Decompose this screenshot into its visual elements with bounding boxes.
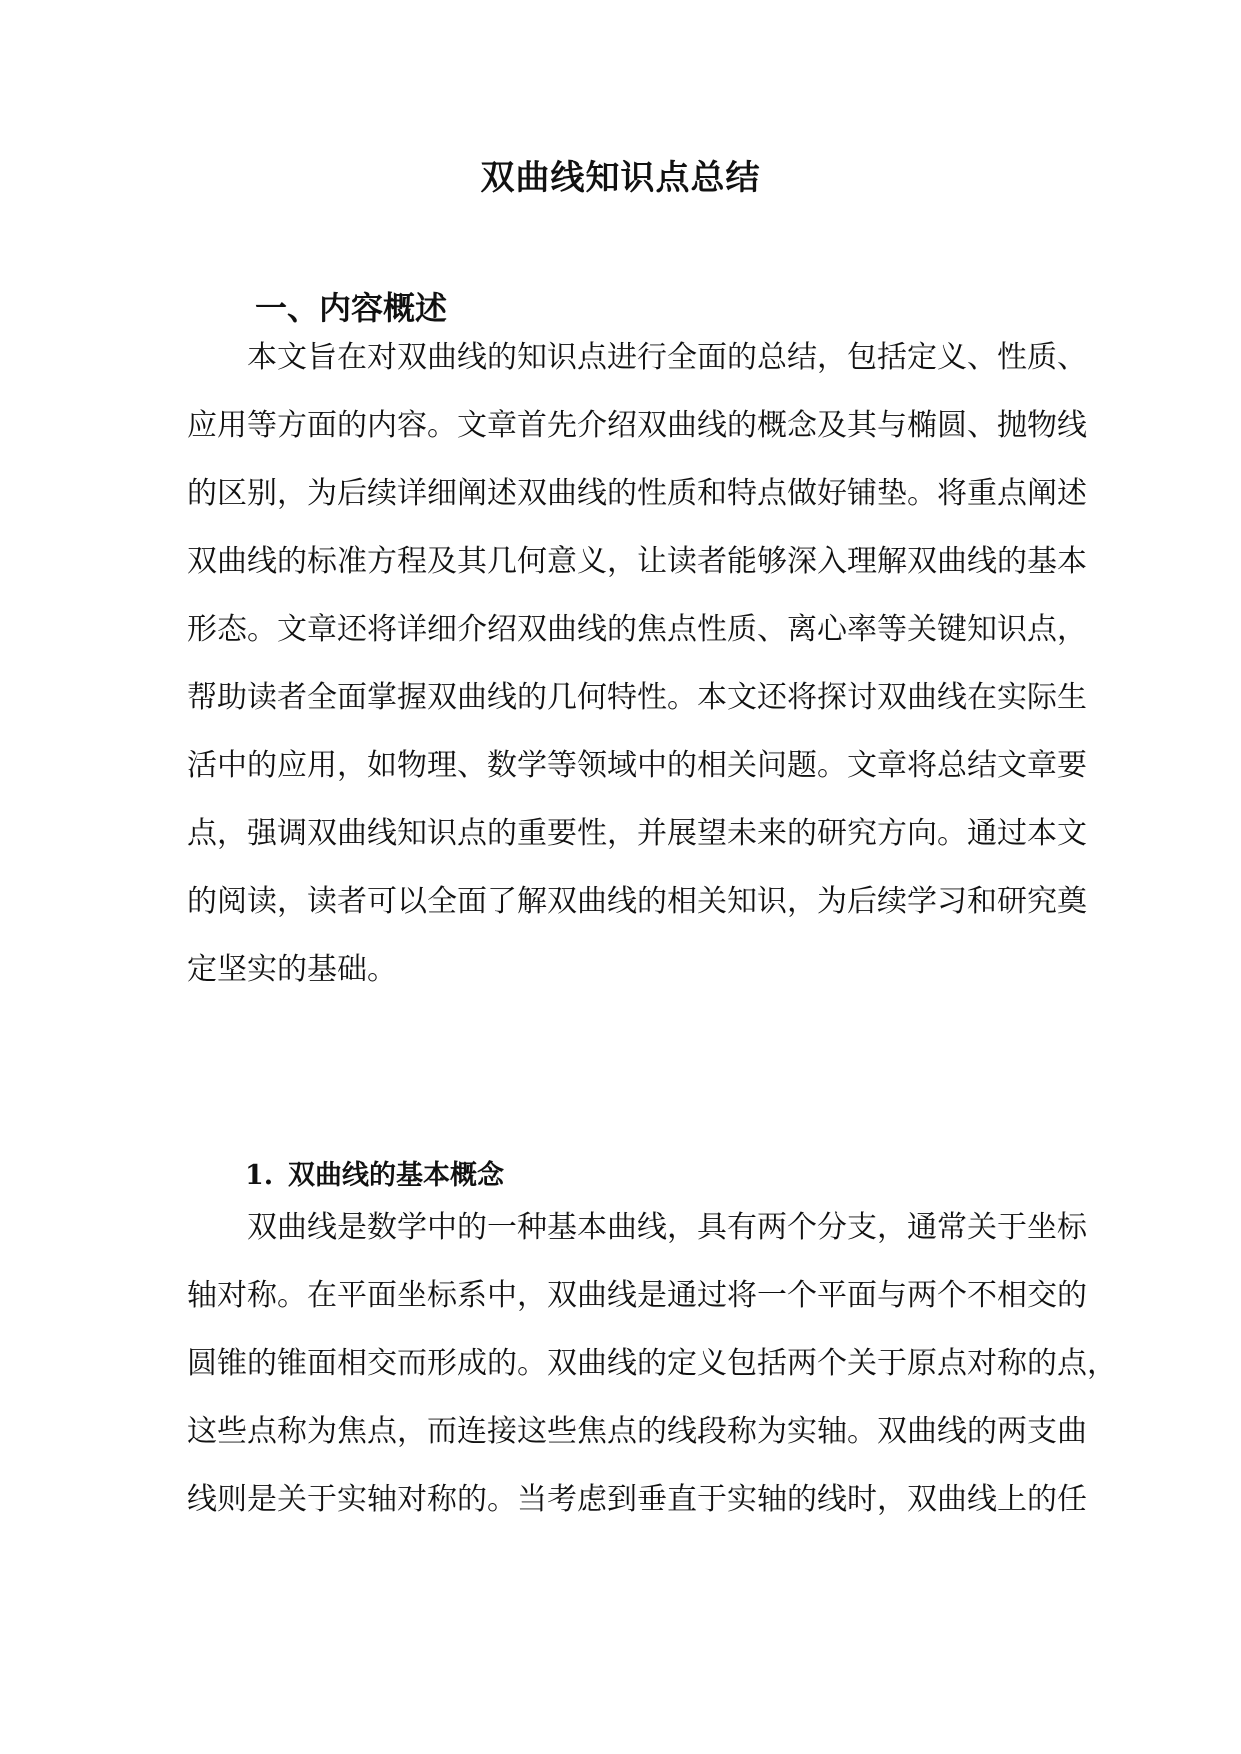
subsection-heading-basic-concept <box>245 1153 504 1192</box>
paragraph-line: 帮助读者全面掌握双曲线的几何特性。本文还将探讨双曲线在实际生 <box>187 680 1087 715</box>
paragraph-line: 活中的应用，如物理、数学等领域中的相关问题。文章将总结文章要 <box>187 748 1087 783</box>
subsection-title: 双曲线的基本概念 <box>288 1160 504 1191</box>
paragraph-line: 定坚实的基础。 <box>187 952 397 987</box>
section-heading-overview: 一、内容概述 <box>255 289 448 327</box>
paragraph-line: 圆锥的锥面相交而形成的。双曲线的定义包括两个关于原点对称的点， <box>187 1346 1117 1381</box>
paragraph-line: 形态。文章还将详细介绍双曲线的焦点性质、离心率等关键知识点， <box>187 612 1087 647</box>
paragraph-line: 轴对称。在平面坐标系中，双曲线是通过将一个平面与两个不相交的 <box>187 1278 1087 1313</box>
paragraph-line: 线则是关于实轴对称的。当考虑到垂直于实轴的线时，双曲线上的任 <box>187 1482 1087 1517</box>
document-title: 双曲线知识点总结 <box>480 158 761 198</box>
paragraph-line: 本文旨在对双曲线的知识点进行全面的总结，包括定义、性质、 <box>247 340 1087 375</box>
paragraph-line: 双曲线的标准方程及其几何意义，让读者能够深入理解双曲线的基本 <box>187 544 1087 579</box>
paragraph-line: 这些点称为焦点，而连接这些焦点的线段称为实轴。双曲线的两支曲 <box>187 1414 1087 1449</box>
subsection-number: 1. <box>245 1160 274 1191</box>
paragraph-line: 点，强调双曲线知识点的重要性，并展望未来的研究方向。通过本文 <box>187 816 1087 851</box>
paragraph-line: 的区别，为后续详细阐述双曲线的性质和特点做好铺垫。将重点阐述 <box>187 476 1087 511</box>
paragraph-line: 的阅读，读者可以全面了解双曲线的相关知识，为后续学习和研究奠 <box>187 884 1087 919</box>
paragraph-line: 应用等方面的内容。文章首先介绍双曲线的概念及其与椭圆、抛物线 <box>187 408 1087 443</box>
paragraph-line: 双曲线是数学中的一种基本曲线，具有两个分支，通常关于坐标 <box>247 1210 1087 1245</box>
